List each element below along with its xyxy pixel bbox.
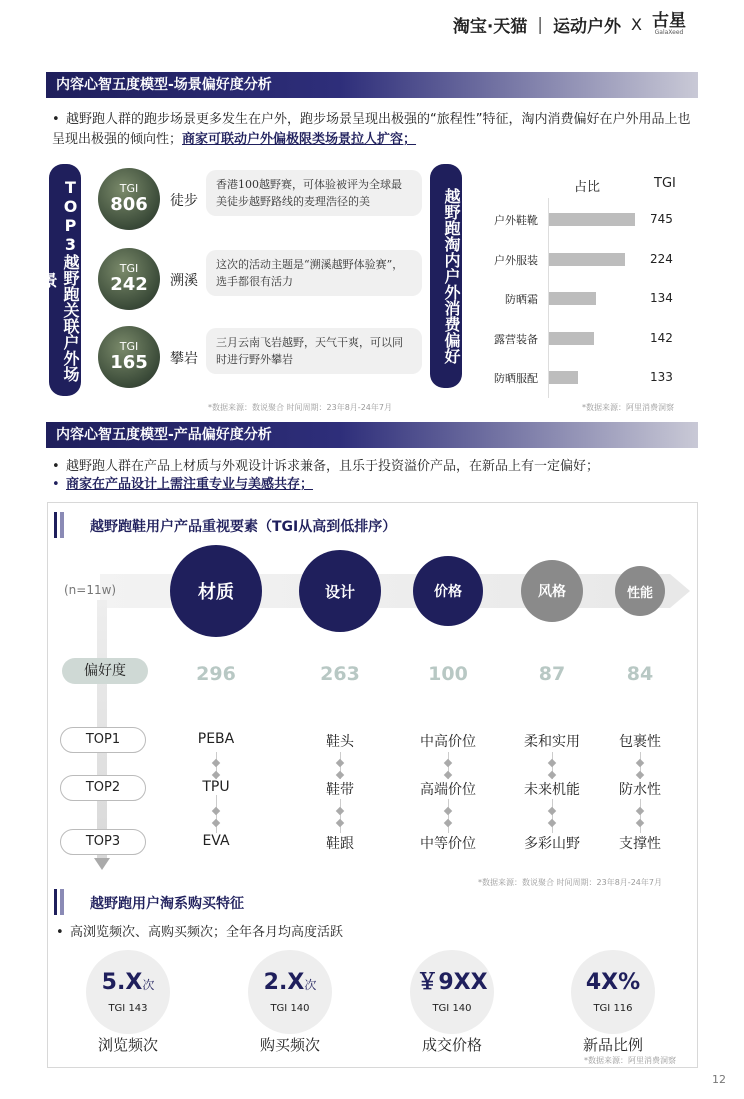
bar-tgi: 745 (650, 212, 673, 226)
stat-value: 5.X次 (101, 969, 155, 995)
scene-photo (98, 326, 160, 388)
bar-label: 户外服装 (494, 253, 538, 267)
right-vertical-pill: 越野跑淘内户外消费偏好 (430, 164, 462, 388)
section-title-product: 内容心智五度模型-产品偏好度分析 (46, 422, 698, 448)
factor-top-item: 防水性 (595, 779, 685, 799)
factor-top-item: EVA (171, 833, 261, 849)
stat-circle (410, 950, 494, 1034)
stat-label: 浏览频次 (97, 1036, 158, 1054)
stat-tgi: TGI 143 (108, 1002, 148, 1014)
scene-name: 溯溪 (170, 273, 198, 289)
scene-quote: 三月云南飞岩越野，天气干爽，可以同时进行野外攀岩 (206, 328, 422, 374)
tgi-label: TGI (119, 182, 139, 195)
factor-circle: 价格 (413, 556, 483, 626)
scene-quote: 香港100越野赛，可体验被评为全球最美徒步越野路线的麦理浩径的美 (206, 170, 422, 216)
factor-score: 296 (196, 663, 236, 685)
factor-top-item: 包裹性 (595, 731, 685, 751)
col-tgi-header: TGI (654, 176, 676, 191)
bar (549, 371, 578, 384)
left-vertical-pill: TOP3越野跑关联户外场景 (49, 164, 81, 396)
stat-tgi: TGI 140 (270, 1002, 310, 1014)
bar-tgi: 134 (650, 291, 673, 305)
factor-circle: 材质 (170, 545, 262, 637)
factor-top-item: 鞋带 (295, 779, 385, 799)
stat-circle (86, 950, 170, 1034)
bar-tgi: 224 (650, 251, 673, 266)
scene-photo (98, 168, 160, 230)
stat-value: 2.X次 (263, 969, 317, 995)
page-number: 12 (712, 1073, 726, 1086)
bar-label: 防晒服配 (494, 372, 538, 385)
source-right: *数据来源：阿里消费洞察 (582, 403, 674, 412)
source-purchase: *数据来源：阿里消费洞察 (584, 1056, 676, 1065)
factor-top-item: 中高价位 (403, 731, 493, 751)
scene-bullet: • 越野跑人群的跑步场景更多发生在户外，跑步场景呈现出极强的“旅程性”特征，淘内消费偏好在户外用品上也呈现出极强的倾向性；商家可联动户外偏极限类场景拉人扩容； (52, 112, 691, 147)
factor-top-item: 多彩山野 (507, 833, 597, 853)
stat-label: 新品比例 (582, 1036, 643, 1054)
stat-label: 购买频次 (259, 1036, 320, 1054)
bar (549, 332, 594, 345)
stat-circle (248, 950, 332, 1034)
product-bullet-1: • 越野跑人群在产品上材质与外观设计诉求兼备，且乐于投资溢价产品，在新品上有一定偏好； (52, 459, 600, 474)
bar-label: 露营装备 (494, 332, 538, 346)
bar (549, 292, 596, 305)
factor-circle: 性能 (615, 566, 665, 616)
factor-top-item: 支撑性 (595, 833, 685, 853)
factor-top-item: 高端价位 (403, 779, 493, 799)
factor-score: 87 (538, 663, 566, 685)
factor-top-item: 中等价位 (403, 833, 493, 853)
stat-value: ￥9XX (416, 969, 488, 995)
subtitle-marker-b (54, 889, 57, 915)
subtitle-marker-2 (60, 512, 64, 538)
top-rank-label: TOP2 (60, 775, 146, 801)
brand-outdoor: 运动户外 (553, 17, 622, 37)
factor-score: 100 (428, 663, 468, 685)
bar-label: 防晒霜 (505, 293, 538, 306)
tgi-label: TGI (119, 340, 139, 353)
scene-photo (98, 248, 160, 310)
galaxeed-logo: 古星 GalaXeed (652, 11, 686, 36)
scene-name: 徒步 (170, 193, 198, 209)
bar-tgi: 142 (650, 330, 673, 345)
brand-x: X (631, 15, 642, 34)
bar-tgi: 133 (650, 370, 673, 384)
tgi-value: 165 (110, 352, 148, 373)
factor-circle: 风格 (521, 560, 583, 622)
purchase-bullet: • 高浏览频次、高购买频次；全年各月均高度活跃 (56, 925, 344, 940)
stat-label: 成交价格 (421, 1036, 482, 1054)
sample-size: (n=11w) (64, 583, 117, 597)
stat-tgi: TGI 116 (593, 1002, 633, 1014)
tgi-value: 242 (110, 274, 148, 295)
top-rank-label: TOP3 (60, 829, 146, 855)
source-factors: *数据来源：数说聚合 时间周期：23年8月-24年7月 (478, 878, 662, 887)
vertical-arrow-head (94, 858, 110, 870)
tgi-value: 806 (110, 194, 148, 215)
stat-tgi: TGI 140 (432, 1002, 472, 1014)
factor-score: 263 (320, 663, 360, 685)
source-left: *数据来源：数说聚合 时间周期：23年8月-24年7月 (208, 403, 392, 412)
factor-top-item: 未来机能 (507, 779, 597, 799)
bar-label: 户外鞋靴 (494, 214, 538, 227)
subtitle-factors: 越野跑鞋用户产品重视要素（TGI从高到低排序） (90, 519, 397, 535)
scene-name: 攀岩 (170, 351, 198, 367)
subtitle-marker (54, 512, 57, 538)
subtitle-purchase: 越野跑用户淘系购买特征 (90, 896, 244, 912)
section-title-scene: 内容心智五度模型-场景偏好度分析 (46, 72, 698, 98)
brand-header: 淘宝·天猫 | 运动户外 X 古星 GalaXeed (452, 11, 686, 37)
factor-top-item: 鞋跟 (295, 833, 385, 853)
bar (549, 253, 625, 266)
col-share-header: 占比 (574, 180, 601, 195)
bar (549, 213, 635, 226)
factor-top-item: PEBA (171, 731, 261, 747)
pref-label: 偏好度 (62, 658, 148, 684)
factor-top-item: TPU (171, 779, 261, 795)
factor-top-item: 柔和实用 (507, 731, 597, 751)
factor-circle: 设计 (299, 550, 381, 632)
product-bullet-2: • 商家在产品设计上需注重专业与美感共存； (52, 477, 314, 492)
brand-taobao: 淘宝·天猫 (452, 17, 528, 37)
subtitle-marker-b2 (60, 889, 64, 915)
arrow-head (670, 574, 690, 608)
stat-circle (571, 950, 655, 1034)
scene-quote: 这次的活动主题是“溯溪越野体验赛”，选手都很有活力 (206, 250, 422, 296)
factor-score: 84 (626, 663, 654, 685)
tgi-label: TGI (119, 262, 139, 275)
stat-value: 4X% (585, 969, 641, 995)
top-rank-label: TOP1 (60, 727, 146, 753)
factor-top-item: 鞋头 (295, 731, 385, 751)
scene-highlight: 商家可联动户外偏极限类场景拉人扩容； (182, 132, 417, 147)
